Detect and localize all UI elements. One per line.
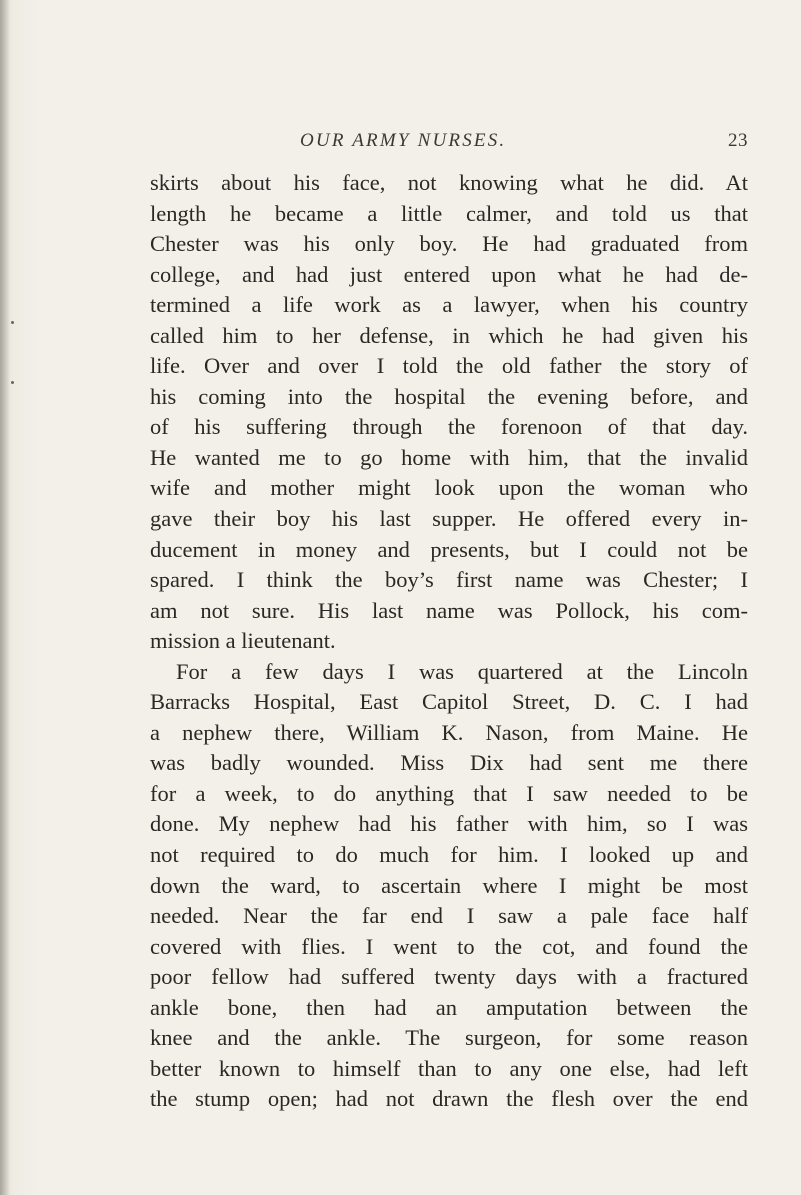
spine-shadow	[0, 0, 10, 1195]
text-line: called him to her defense, in which he had given his	[150, 322, 748, 348]
text-line: He wanted me to go home with him, that the invalid	[150, 444, 748, 470]
text-line: skirts about his face, not knowing what he did. At	[150, 170, 748, 195]
text-line: spared. I think the boy’s first name was Chester; I	[150, 567, 748, 593]
running-title: OUR ARMY NURSES.	[300, 130, 507, 151]
text-line: a nephew there, William K. Nason, from Maine. He	[150, 719, 748, 745]
text-line: the stump open; had not drawn the flesh over the end	[150, 1086, 748, 1112]
text-line: not required to do much for him. I looked up and	[150, 842, 748, 868]
text-line: poor fellow had suffered twenty days with a fractured	[150, 964, 748, 990]
text-line: college, and had just entered upon what he had de-	[150, 261, 748, 287]
text-line: down the ward, to ascertain where I might be most	[150, 872, 748, 898]
text-line: knee and the ankle. The surgeon, for some reason	[150, 1025, 748, 1051]
text-line: needed. Near the far end I saw a pale face half	[150, 903, 748, 929]
text-line: ankle bone, then had an amputation between the	[150, 994, 748, 1020]
text-line: termined a life work as a lawyer, when his country	[150, 292, 748, 318]
text-line: was badly wounded. Miss Dix had sent me there	[150, 750, 748, 776]
text-line: Barracks Hospital, East Capitol Street, D. C. I had	[150, 689, 748, 715]
text-line: ducement in money and presents, but I could not be	[150, 536, 748, 562]
text-line: of his suffering through the forenoon of that day.	[150, 414, 748, 440]
running-head	[150, 130, 748, 160]
text-line: length he became a little calmer, and told us that	[150, 200, 748, 226]
text-line: am not sure. His last name was Pollock, his com-	[150, 597, 748, 623]
text-line: life. Over and over I told the old father the story of	[150, 353, 748, 379]
text-line: wife and mother might look upon the woman who	[150, 475, 748, 501]
page-number: 23	[728, 130, 748, 151]
body-text	[150, 168, 748, 1115]
page-fleck	[11, 321, 14, 324]
text-line: better known to himself than to any one else, had left	[150, 1055, 748, 1081]
text-line: covered with flies. I went to the cot, and found the	[150, 933, 748, 959]
text-line: mission a lieutenant.	[150, 628, 336, 654]
text-line: gave their boy his last supper. He offered every in-	[150, 506, 748, 532]
text-line: his coming into the hospital the evening before, and	[150, 383, 748, 409]
page-fleck	[11, 381, 14, 384]
text-line: done. My nephew had his father with him, so I was	[150, 811, 748, 837]
text-line: for a week, to do anything that I saw needed to be	[150, 780, 748, 806]
text-line: For a few days I was quartered at the Lincoln	[176, 658, 748, 684]
text-line: Chester was his only boy. He had graduated from	[150, 231, 748, 257]
